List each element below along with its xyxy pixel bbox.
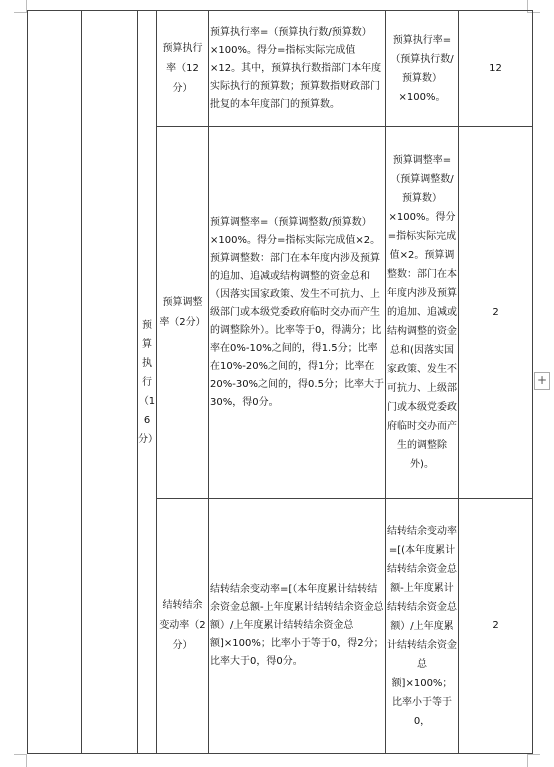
score-cell	[459, 127, 533, 499]
score-value: 2	[492, 306, 499, 318]
group-label: 预算执行（16分）	[138, 319, 158, 445]
score-value: 2	[492, 620, 499, 631]
empty-cell-col1	[28, 11, 82, 754]
table-row	[28, 11, 533, 127]
formula-text: 预算执行率=（预算执行数/预算数）×100%。	[390, 34, 454, 103]
add-row-button[interactable]: +	[534, 372, 550, 390]
group-label-cell	[138, 11, 157, 754]
metric-cell	[157, 127, 209, 499]
budget-evaluation-table	[27, 10, 533, 754]
criteria-cell	[209, 127, 386, 499]
metric-name: 预算调整率（2分）	[159, 296, 206, 328]
metric-name: 预算执行率（12分）	[162, 42, 203, 94]
crop-mark-top-left	[14, 0, 27, 13]
criteria-text: 结转结余变动率=[（本年度累计结转结余资金总额-上年度累计结转结余资金总额）/上年度累计结转结余资金总额]×100%；比率小于等于0，得2分；比率大于0，得0分。	[210, 584, 384, 667]
metric-name: 结转结余变动率（2分）	[159, 600, 206, 651]
formula-text: 预算调整率=（预算调整数/预算数）×100%。得分=指标实际完成值×2。预算调整数：部门在本年度内涉及预算的追加、追减或结构调整的资金总和(因落实国家政策、发生不可抗力、上级部门或本级党委政府临时交办而产生的调整除外)。	[387, 155, 457, 470]
criteria-cell	[209, 11, 386, 127]
crop-mark-bottom-left	[14, 754, 27, 767]
crop-mark-bottom-right	[527, 754, 540, 767]
criteria-cell	[209, 499, 386, 754]
score-value: 12	[489, 62, 502, 74]
formula-text: 结转结余变动率=[(本年度累计结转结余资金总额-上年度累计结转结余资金总额）/上年度累计结转结余资金总额]×100%；比率小于等于0，	[387, 525, 457, 727]
metric-cell	[157, 499, 209, 754]
criteria-text: 预算调整率=（预算调整数/预算数）×100%。得分=指标实际完成值×2。预算调整数：部门在本年度内涉及预算的追加、追减或结构调整的资金总和（因落实国家政策、发生不可抗力、上级部门或本级党委政府临时交办而产生的调整除外）。比率等于0，得满分；比率在0%-10%之间的，得1.5分；比率在10%-20%之间的，得1分；比率在20%-30%之间的，得0.5分；比率大于30%，得0分。	[210, 216, 384, 408]
criteria-text: 预算执行率=（预算执行数/预算数）×100%。得分=指标实际完成值×12。其中，预算执行数指部门本年度实际执行的预算数；预算数指财政部门批复的本年度部门的预算数。	[210, 26, 382, 110]
metric-cell	[157, 11, 209, 127]
formula-cell	[386, 127, 459, 499]
score-cell	[459, 11, 533, 127]
empty-cell-col2	[82, 11, 138, 754]
formula-cell	[386, 11, 459, 127]
formula-cell	[386, 499, 459, 754]
score-cell	[459, 499, 533, 754]
